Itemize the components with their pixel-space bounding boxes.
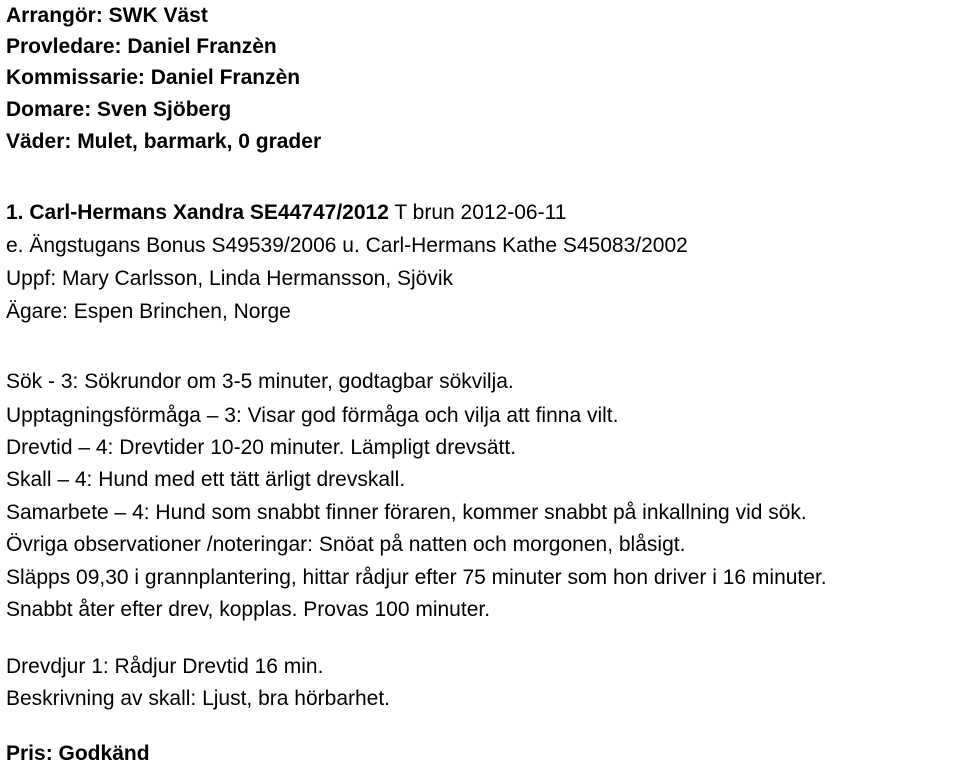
return-notes-line: Snabbt åter efter drev, kopplas. Provas 100 minuter. xyxy=(6,598,491,621)
pickup-assessment-line: Upptagningsförmåga – 3: Visar god förmåga och vilja att finna vilt. xyxy=(6,404,619,427)
dog-name-registration: 1. Carl-Hermans Xandra SE44747/2012 xyxy=(6,201,389,224)
dog-owner-line: Ägare: Espen Brinchen, Norge xyxy=(6,300,291,323)
other-observations-line: Övriga observationer /noteringar: Snöat på natten och morgonen, blåsigt. xyxy=(6,533,686,556)
organizer-line: Arrangör: SWK Väst xyxy=(6,4,208,27)
dog-breeder-line: Uppf: Mary Carlsson, Linda Hermansson, Sjövik xyxy=(6,267,454,290)
cooperation-assessment-line: Samarbete – 4: Hund som snabbt finner föraren, kommer snabbt på inkallning vid sök. xyxy=(6,501,807,524)
search-assessment-line: Sök - 3: Sökrundor om 3-5 minuter, godtagbar sökvilja. xyxy=(6,370,514,393)
judge-line: Domare: Sven Sjöberg xyxy=(6,98,232,121)
bark-assessment-line: Skall – 4: Hund med ett tätt ärligt drevskall. xyxy=(6,468,406,491)
drive-time-assessment-line: Drevtid – 4: Drevtider 10-20 minuter. Lämpligt drevsätt. xyxy=(6,436,517,459)
test-leader-line: Provledare: Daniel Franzèn xyxy=(6,35,277,58)
prize-line: Pris: Godkänd xyxy=(6,742,150,765)
dog-title-line xyxy=(6,197,566,229)
bark-description-line: Beskrivning av skall: Ljust, bra hörbarhet. xyxy=(6,687,391,710)
commissioner-line: Kommissarie: Daniel Franzèn xyxy=(6,66,301,89)
weather-line: Väder: Mulet, barmark, 0 grader xyxy=(6,130,322,153)
dog-parents-line: e. Ängstugans Bonus S49539/2006 u. Carl-Hermans Kathe S45083/2002 xyxy=(6,234,688,257)
game-animal-line: Drevdjur 1: Rådjur Drevtid 16 min. xyxy=(6,655,324,678)
release-notes-line: Släpps 09,30 i grannplantering, hittar rådjur efter 75 minuter som hon driver i 16 minuter. xyxy=(6,566,827,589)
dog-details: T brun 2012-06-11 xyxy=(388,201,567,224)
